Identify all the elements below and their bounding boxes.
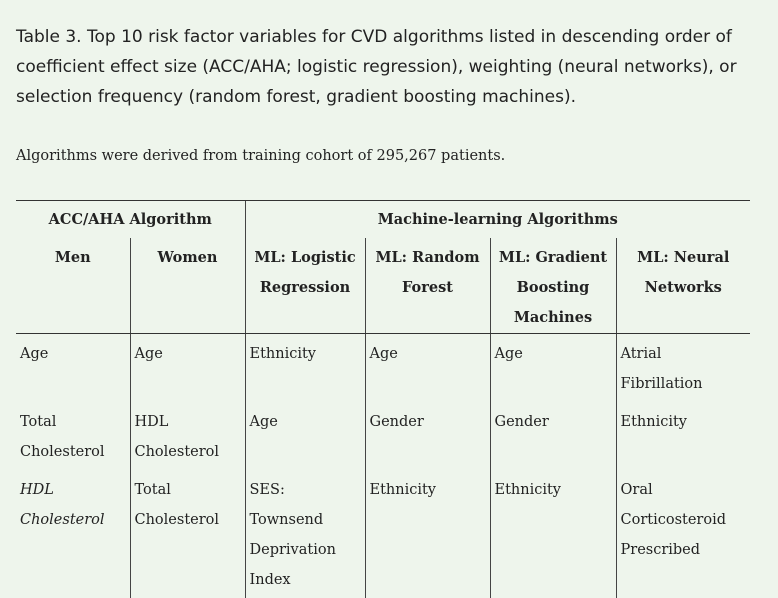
group-header-row xyxy=(16,201,750,239)
table-cell: Gender xyxy=(490,402,616,470)
group-header-acc-aha: ACC/AHA Algorithm xyxy=(16,201,245,239)
table-cell: Age xyxy=(365,334,490,403)
table-cell: Ethnicity xyxy=(490,470,616,598)
table-cell: Age xyxy=(245,402,365,470)
table-cell: Age xyxy=(130,334,245,403)
table-cell: Gender xyxy=(365,402,490,470)
table-cell: Ethnicity xyxy=(365,470,490,598)
table-cell: Ethnicity xyxy=(245,334,365,403)
table-cell: SES: Townsend Deprivation Index xyxy=(245,470,365,598)
table-cell: Total Cholesterol xyxy=(20,414,105,460)
table-cell: HDL Cholesterol xyxy=(20,482,105,528)
column-header-men: Men xyxy=(16,238,130,334)
table-caption: Table 3. Top 10 risk factor variables for CVD algorithms listed in descending order of coefficient effect size (ACC/AHA; logistic regression), weighting (neural networks), or selection frequency (random forest, gradient boosting machines). xyxy=(16,27,737,107)
column-header-gradient-boosting: ML: Gradient Boosting Machines xyxy=(490,238,616,334)
column-header-women: Women xyxy=(130,238,245,334)
table-cell: HDL Cholesterol xyxy=(130,402,245,470)
table-cell: Ethnicity xyxy=(616,402,750,470)
table-row xyxy=(16,334,750,403)
table-cell: Atrial Fibrillation xyxy=(616,334,750,403)
table-footnote: Algorithms were derived from training cohort of 295,267 patients. xyxy=(16,148,506,164)
table-cell: Total Cholesterol xyxy=(130,470,245,598)
column-header-row xyxy=(16,238,750,334)
risk-factor-table xyxy=(16,200,750,598)
table-cell: Age xyxy=(490,334,616,403)
group-header-machine-learning: Machine-learning Algorithms xyxy=(245,201,750,239)
table-row xyxy=(16,470,750,598)
column-header-random-forest: ML: Random Forest xyxy=(365,238,490,334)
column-header-logistic-regression: ML: Logistic Regression xyxy=(245,238,365,334)
table-cell: Oral Corticosteroid Prescribed xyxy=(616,470,750,598)
table-cell: Age xyxy=(20,346,49,362)
column-header-neural-networks: ML: Neural Networks xyxy=(616,238,750,334)
table-row xyxy=(16,402,750,470)
